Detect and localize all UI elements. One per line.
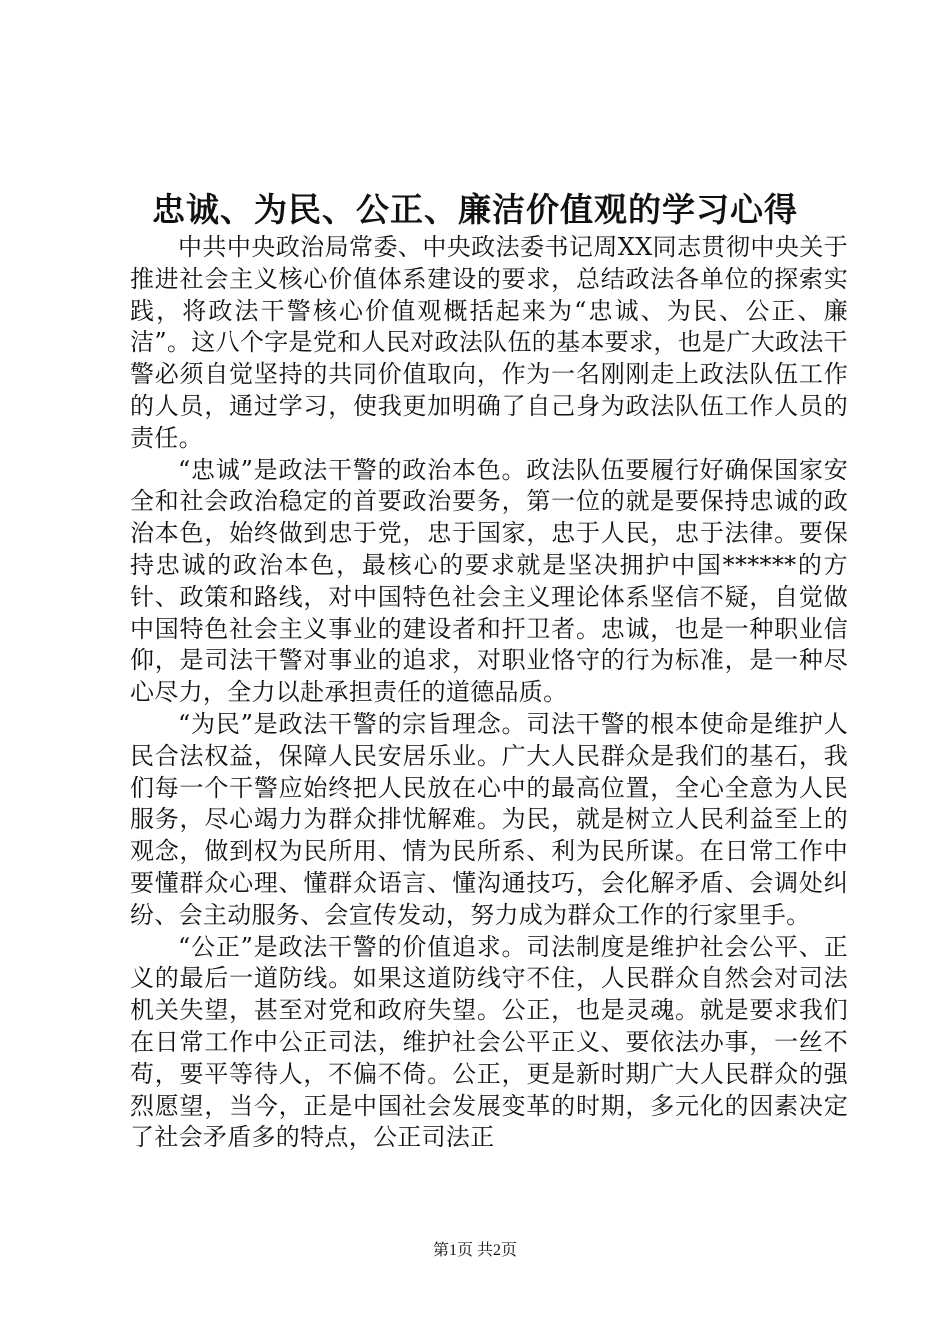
paragraph-serve-people: “为民”是政法干警的宗旨理念。司法干警的根本使命是维护人民合法权益，保障人民安居乐业。广大人民群众是我们的基石，我们每一个干警应始终把人民放在心中的最高位置，全心全意为人民服务，尽心竭力为群众排忧解难。为民，就是树立人民利益至上的观念，做到权为民所用、情为民所系、利为民所谋。在日常工作中要懂群众心理、懂群众语言、懂沟通技巧，会化解矛盾、会调处纠纷、会主动服务、会宣传发动，努力成为群众工作的行家里手。 bbox=[130, 709, 848, 929]
paragraph-loyalty: “忠诚”是政法干警的政治本色。政法队伍要履行好确保国家安全和社会政治稳定的首要政治要务，第一位的就是要保持忠诚的政治本色，始终做到忠于党，忠于国家，忠于人民，忠于法律。要保持忠诚的政治本色，最核心的要求就是坚决拥护中国******的方针、政策和路线，对中国特色社会主义理论体系坚信不疑，自觉做中国特色社会主义事业的建设者和扞卫者。忠诚，也是一种职业信仰，是司法干警对事业的追求，对职业恪守的行为标准，是一种尽心尽力，全力以赴承担责任的道德品质。 bbox=[130, 455, 848, 707]
page-number-footer: 第1页 共2页 bbox=[432, 1242, 517, 1259]
paragraph-justice: “公正”是政法干警的价值追求。司法制度是维护社会公平、正义的最后一道防线。如果这道防线守不住，人民群众自然会对司法机关失望，甚至对党和政府失望。公正，也是灵魂。就是要求我们在日常工作中公正司法，维护社会公平正义、要依法办事，一丝不苟，要平等待人，不偏不倚。公正，更是新时期广大人民群众的强烈愿望，当今，正是中国社会发展变革的时期，多元化的因素决定了社会矛盾多的特点，公正司法正 bbox=[130, 932, 848, 1152]
paragraph-intro: 中共中央政治局常委、中央政法委书记周XX同志贯彻中央关于推进社会主义核心价值体系建设的要求，总结政法各单位的探索实践，将政法干警核心价值观概括起来为“忠诚、为民、公正、廉洁”。这八个字是党和人民对政法队伍的基本要求，也是广大政法干警必须自觉坚持的共同价值取向，作为一名刚刚走上政法队伍工作的人员，通过学习，使我更加明确了自己身为政法队伍工作人员的责任。 bbox=[130, 233, 848, 452]
document-title: 忠诚、为民、公正、廉洁价值观的学习心得 bbox=[152, 190, 798, 229]
document-body bbox=[130, 232, 848, 1154]
